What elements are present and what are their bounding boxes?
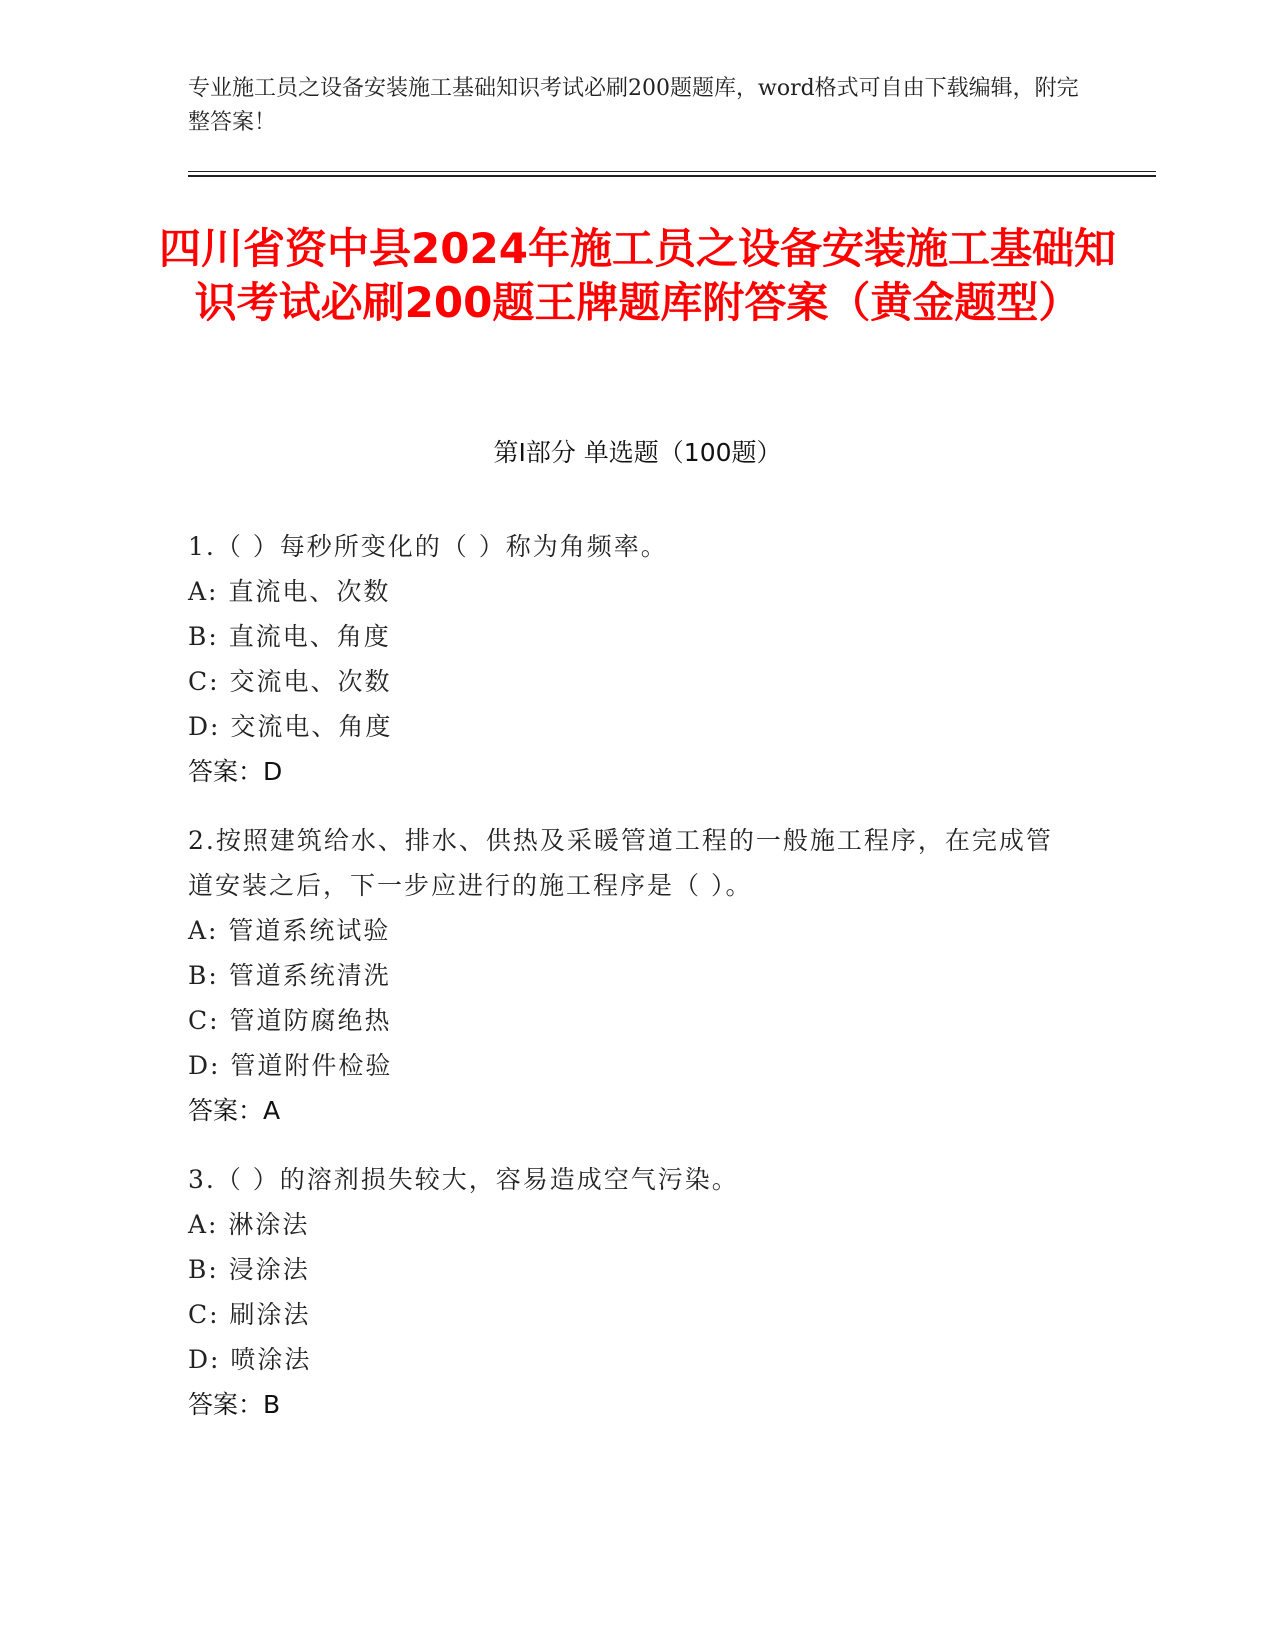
option-c: C: 管道防腐绝热 bbox=[188, 1006, 392, 1035]
option-d: D: 交流电、角度 bbox=[188, 712, 393, 741]
option-c: C: 交流电、次数 bbox=[188, 667, 392, 696]
option-d: D: 管道附件检验 bbox=[188, 1051, 393, 1080]
header-divider-thick bbox=[188, 175, 1156, 177]
question-stem: 2.按照建筑给水、排水、供热及采暖管道工程的一般施工程序，在完成管道安装之后，下一步应进行的施工程序是（ ）。 bbox=[188, 826, 1053, 900]
question-answer: 答案：B bbox=[188, 1390, 281, 1419]
option-b: B: 直流电、角度 bbox=[188, 622, 391, 651]
question-list bbox=[188, 524, 1068, 1451]
option-a: A: 淋涂法 bbox=[188, 1210, 310, 1239]
option-d: D: 喷涂法 bbox=[188, 1345, 312, 1374]
question-item bbox=[188, 1157, 1068, 1427]
section-heading: 第Ⅰ部分 单选题（100题） bbox=[493, 438, 782, 467]
option-a: A: 管道系统试验 bbox=[188, 916, 391, 945]
question-answer: 答案：D bbox=[188, 757, 283, 786]
option-a: A: 直流电、次数 bbox=[188, 577, 391, 606]
document-title: 四川省资中县2024年施工员之设备安装施工基础知识考试必刷200题王牌题库附答案（黄金题型） bbox=[159, 224, 1116, 327]
question-answer: 答案：A bbox=[188, 1096, 281, 1125]
option-b: B: 管道系统清洗 bbox=[188, 961, 391, 990]
question-stem: 1.（ ）每秒所变化的（ ）称为角频率。 bbox=[188, 532, 668, 561]
option-b: B: 浸涂法 bbox=[188, 1255, 310, 1284]
option-c: C: 刷涂法 bbox=[188, 1300, 311, 1329]
question-stem: 3.（ ）的溶剂损失较大，容易造成空气污染。 bbox=[188, 1165, 739, 1194]
question-item bbox=[188, 524, 1068, 794]
header-note: 专业施工员之设备安装施工基础知识考试必刷200题题库，word格式可自由下载编辑，附完整答案！ bbox=[188, 76, 1079, 135]
header-divider-thin bbox=[188, 171, 1156, 172]
question-item bbox=[188, 818, 1068, 1133]
